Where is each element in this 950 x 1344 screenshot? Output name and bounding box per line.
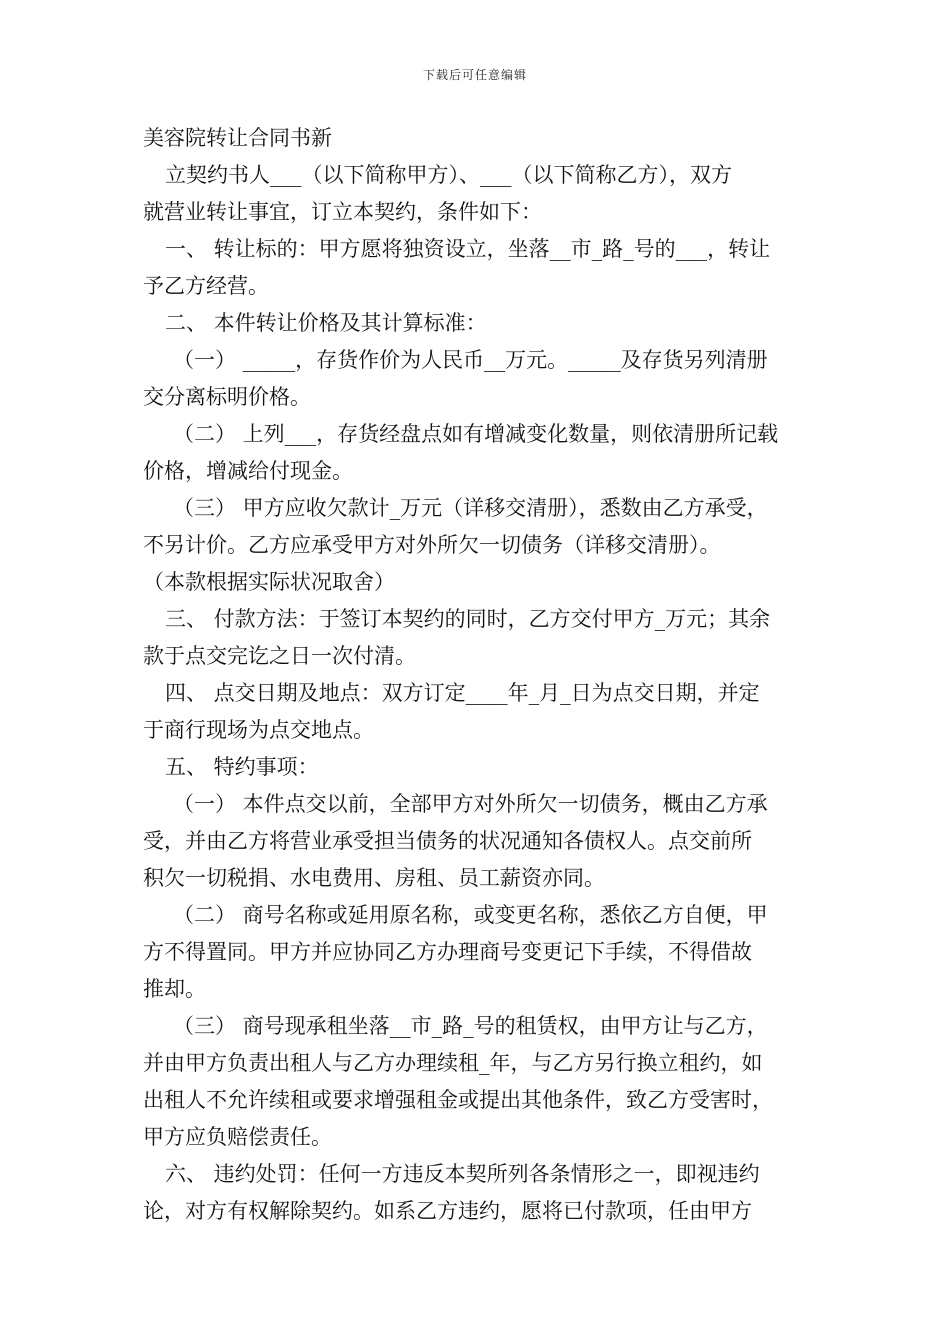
paragraph-line: 积欠一切税捐、水电费用、房租、员工薪资亦同。 bbox=[143, 866, 605, 890]
paragraph-line: （二） 上列___，存货经盘点如有增减变化数量，则依清册所记载 bbox=[173, 422, 779, 446]
paragraph-line: 二、 本件转让价格及其计算标准： bbox=[165, 311, 487, 335]
paragraph-line: 推却。 bbox=[143, 977, 206, 1001]
paragraph-line: 款于点交完讫之日一次付清。 bbox=[143, 644, 416, 668]
contract-body bbox=[143, 120, 823, 1230]
paragraph-line: 三、 付款方法：于签订本契约的同时，乙方交付甲方_万元；其余 bbox=[165, 607, 771, 631]
paragraph-line: 于商行现场为点交地点。 bbox=[143, 718, 374, 742]
paragraph-line: 四、 点交日期及地点：双方订定____年_月_日为点交日期，并定 bbox=[165, 681, 760, 705]
paragraph-line: 并由甲方负责出租人与乙方办理续租_年，与乙方另行换立租约，如 bbox=[143, 1051, 763, 1075]
document-title: 美容院转让合同书新 bbox=[143, 126, 332, 150]
paragraph-line: 受，并由乙方将营业承受担当债务的状况通知各债权人。点交前所 bbox=[143, 829, 752, 853]
paragraph-line: 不另计价。乙方应承受甲方对外所欠一切债务（详移交清册）。 bbox=[143, 533, 721, 557]
paragraph-line: 甲方应负赔偿责任。 bbox=[143, 1125, 332, 1149]
paragraph-line: 一、 转让标的：甲方愿将独资设立，坐落__市_路_号的___，转让 bbox=[165, 237, 771, 261]
header-note: 下载后可任意编辑 bbox=[422, 68, 527, 82]
paragraph-line: （三） 商号现承租坐落__市_路_号的租赁权，由甲方让与乙方， bbox=[173, 1014, 768, 1038]
paragraph-line: 出租人不允许续租或要求增强租金或提出其他条件，致乙方受害时， bbox=[143, 1088, 773, 1112]
paragraph-line: 论，对方有权解除契约。如系乙方违约，愿将已付款项，任由甲方 bbox=[143, 1199, 752, 1223]
paragraph-line: 五、 特约事项： bbox=[165, 755, 319, 779]
paragraph-line: 方不得置同。甲方并应协同乙方办理商号变更记下手续，不得借故 bbox=[143, 940, 752, 964]
paragraph-line: 交分离标明价格。 bbox=[143, 385, 311, 409]
paragraph-line: （一） _____，存货作价为人民币__万元。_____及存货另列清册 bbox=[173, 348, 768, 372]
paragraph-line: 价格，增减给付现金。 bbox=[143, 459, 353, 483]
paragraph-line: 立契约书人___（以下简称甲方）、___（以下简称乙方），双方 bbox=[165, 163, 732, 187]
paragraph-line: 六、 违约处罚：任何一方违反本契所列各条情形之一，即视违约 bbox=[165, 1162, 760, 1186]
paragraph-line: 就营业转让事宜，订立本契约，条件如下： bbox=[143, 200, 542, 224]
paragraph-line: （三） 甲方应收欠款计_万元（详移交清册），悉数由乙方承受， bbox=[173, 496, 768, 520]
paragraph-line: （一） 本件点交以前，全部甲方对外所欠一切债务，概由乙方承 bbox=[173, 792, 768, 816]
paragraph-line: （二） 商号名称或延用原名称，或变更名称，悉依乙方自便，甲 bbox=[173, 903, 768, 927]
paragraph-line: 予乙方经营。 bbox=[143, 274, 269, 298]
paragraph-line: （本款根据实际状况取舍） bbox=[143, 570, 395, 594]
